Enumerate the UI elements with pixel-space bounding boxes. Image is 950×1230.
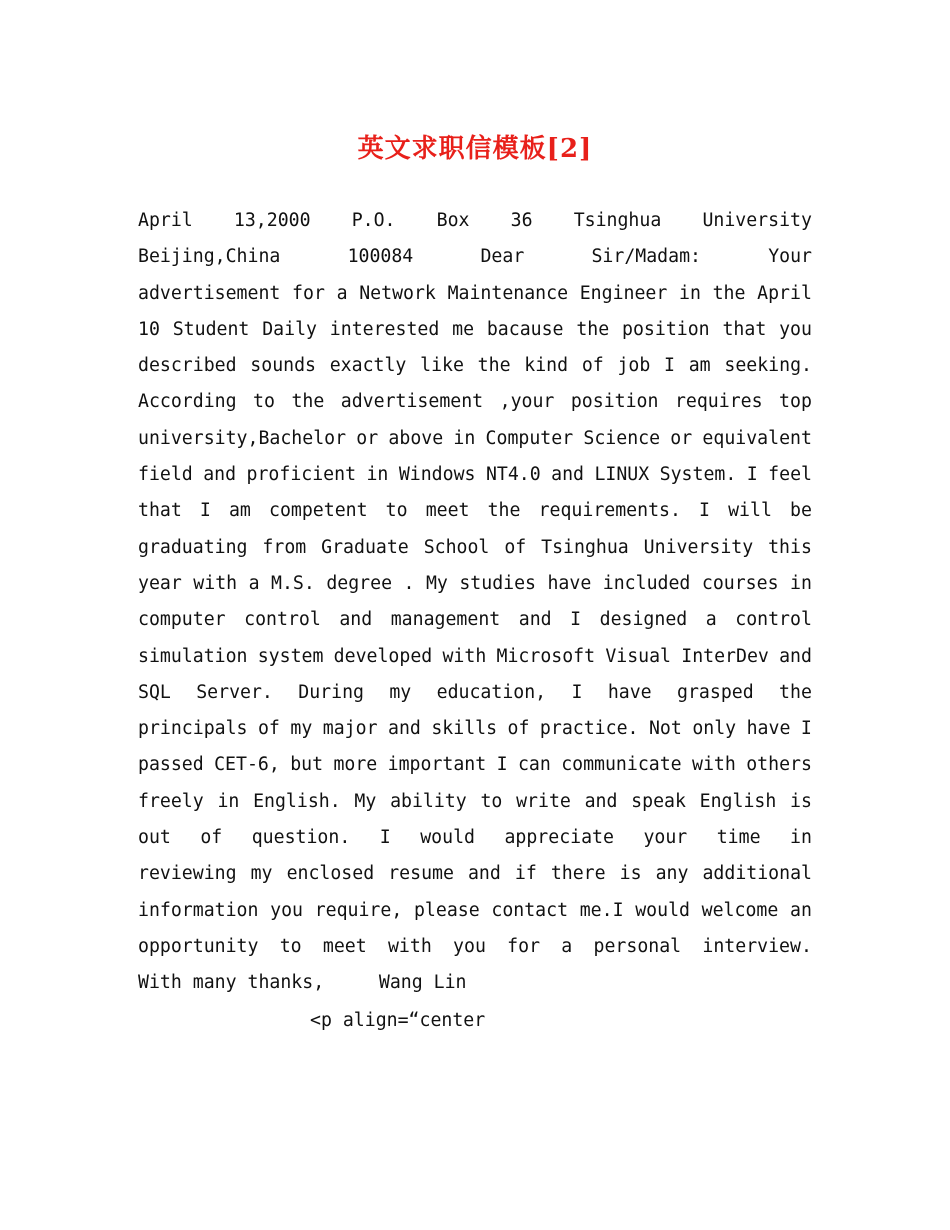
text-line	[138, 856, 812, 892]
word: to	[279, 935, 302, 957]
word: and	[779, 645, 812, 667]
word: or	[356, 427, 379, 449]
word: principals	[138, 718, 248, 740]
word: Beijing,China	[138, 246, 281, 268]
word: Daily	[262, 318, 317, 340]
text-line	[138, 384, 812, 420]
word: equivalent	[702, 427, 812, 449]
word: personal	[593, 935, 682, 957]
word: have	[746, 718, 791, 740]
word: would	[420, 827, 475, 849]
word: I	[199, 500, 211, 522]
text-line	[138, 893, 812, 929]
word: enclosed	[286, 863, 375, 885]
word: My	[354, 790, 377, 812]
word: included	[602, 572, 691, 594]
page-title: 英文求职信模板[2]	[357, 134, 593, 164]
word: an	[790, 899, 812, 921]
word: I	[570, 609, 582, 631]
word: requires	[674, 391, 763, 413]
word: or	[670, 427, 693, 449]
word: April	[757, 282, 812, 304]
word: with	[692, 754, 736, 776]
word: control	[735, 609, 812, 631]
word: meet	[425, 500, 470, 522]
word: and	[339, 609, 373, 631]
word: I	[571, 681, 583, 703]
word: requirements.	[538, 500, 681, 522]
word: and	[518, 609, 552, 631]
text-line	[138, 457, 812, 493]
word: field	[138, 464, 193, 486]
word: but	[290, 754, 324, 776]
word: of	[581, 355, 604, 377]
word: bacause	[486, 318, 564, 340]
word: to	[253, 391, 275, 413]
word: question.	[251, 827, 351, 849]
text-line	[138, 747, 812, 783]
word: have	[607, 681, 652, 703]
word: in	[790, 827, 812, 849]
word: studies	[459, 572, 536, 594]
word: that	[722, 318, 767, 340]
word: of	[504, 536, 527, 558]
word: passed	[138, 754, 204, 776]
word: interested	[329, 318, 440, 340]
word: Windows	[398, 464, 476, 486]
word: out	[138, 827, 171, 849]
word: year	[138, 572, 182, 594]
word: the	[291, 391, 325, 413]
word: InterDev	[681, 645, 769, 667]
word: graduating	[138, 536, 248, 558]
word: opportunity	[138, 935, 259, 957]
word: Not	[648, 718, 682, 740]
word: me.I	[579, 899, 624, 921]
word: with	[442, 645, 487, 667]
text-line	[138, 493, 812, 529]
word: am	[688, 355, 711, 377]
text-line	[138, 530, 812, 566]
word: of	[257, 718, 280, 740]
word: in	[217, 790, 240, 812]
word: university,Bachelor	[138, 427, 347, 449]
word: and	[467, 863, 501, 885]
word: time	[716, 827, 761, 849]
word: system	[257, 645, 324, 667]
word: am	[228, 500, 251, 522]
text-line	[138, 675, 812, 711]
word: meet	[322, 935, 367, 957]
word: with	[387, 935, 432, 957]
word: proficient	[246, 464, 357, 486]
word: courses	[701, 572, 779, 594]
word: with	[193, 572, 238, 594]
word: sounds	[250, 355, 316, 377]
word: is	[619, 863, 642, 885]
word: I	[664, 355, 675, 377]
word: Server.	[196, 681, 273, 703]
word: a	[336, 282, 348, 304]
word: feel	[768, 464, 812, 486]
word: CET-6,	[214, 754, 280, 776]
word: only	[692, 718, 737, 740]
word: top	[779, 391, 812, 413]
word: Science	[583, 427, 661, 449]
word: in	[366, 464, 389, 486]
closing-line: With many thanks, Wang Lin	[138, 972, 467, 994]
word: a	[248, 572, 260, 594]
word: M.S.	[271, 572, 315, 594]
word: this	[768, 536, 812, 558]
word: the	[576, 318, 610, 340]
word: speak	[631, 790, 686, 812]
word: please	[413, 899, 480, 921]
word: Visual	[605, 645, 672, 667]
word: April	[138, 210, 193, 231]
word: me	[452, 318, 475, 340]
word: I	[800, 718, 812, 740]
word: University	[643, 536, 754, 558]
word: more	[333, 754, 378, 776]
word: Maintenance	[447, 282, 569, 304]
word: have	[547, 572, 592, 594]
word: appreciate	[504, 827, 614, 849]
word: seeking.	[724, 355, 812, 377]
word: would	[635, 899, 690, 921]
word: and	[388, 718, 421, 740]
word: described	[138, 355, 237, 377]
word: to	[385, 500, 408, 522]
word: University	[702, 210, 812, 231]
word: be	[790, 500, 812, 522]
word: the	[779, 681, 812, 703]
word: During	[298, 681, 364, 703]
word: for	[292, 282, 325, 304]
word: and	[203, 464, 237, 486]
word: major	[322, 718, 378, 740]
word: write	[516, 790, 571, 812]
text-line	[138, 348, 812, 384]
word: Computer	[485, 427, 574, 449]
word: LINUX	[594, 464, 650, 486]
word: ability	[390, 790, 467, 812]
word: from	[262, 536, 307, 558]
word: .	[403, 572, 415, 594]
word: of	[507, 718, 530, 740]
text-line	[138, 602, 812, 638]
word: simulation	[138, 645, 248, 667]
word: Graduate	[321, 536, 409, 558]
word: interview.	[702, 935, 812, 957]
word: of	[200, 827, 223, 849]
word: in	[790, 572, 812, 594]
word: you	[270, 899, 303, 921]
word: reviewing	[138, 863, 237, 885]
word: position	[622, 318, 710, 340]
word: others	[746, 754, 812, 776]
word: there	[550, 863, 606, 885]
word: grasped	[677, 681, 754, 703]
word: can	[517, 754, 551, 776]
word: and	[584, 790, 618, 812]
text-line	[138, 421, 812, 457]
word: control	[244, 609, 321, 631]
word: information	[138, 899, 259, 921]
word: above	[388, 427, 444, 449]
word: advertisement	[138, 282, 281, 304]
word: Tsinghua	[541, 536, 629, 558]
word: designed	[599, 609, 688, 631]
word: advertisement	[340, 391, 484, 413]
word: any	[655, 863, 689, 885]
word: in	[453, 427, 476, 449]
text-line	[138, 820, 812, 856]
word: communicate	[561, 754, 682, 776]
word: and	[551, 464, 584, 486]
text-line	[138, 239, 812, 275]
text-line	[138, 711, 812, 747]
word: School	[423, 536, 490, 558]
word: the	[477, 355, 511, 377]
text-line	[138, 203, 812, 239]
word: kind	[524, 355, 569, 377]
word: like	[420, 355, 464, 377]
text-line	[138, 784, 812, 820]
word: Network	[359, 282, 436, 304]
word: you	[779, 318, 812, 340]
word: developed	[333, 645, 433, 667]
word: my	[290, 718, 313, 740]
word: I	[699, 500, 710, 522]
word: System.	[659, 464, 737, 486]
word: a	[705, 609, 717, 631]
word: Microsoft	[496, 645, 596, 667]
word: my	[250, 863, 273, 885]
word: Your	[768, 246, 812, 268]
trailing-markup-text: <p align=“center	[310, 1010, 486, 1031]
word: I	[379, 827, 391, 849]
word: competent	[269, 500, 368, 522]
word: P.O.	[351, 210, 396, 231]
word: English	[699, 790, 777, 812]
word: position	[570, 391, 659, 413]
word: NT4.0	[485, 464, 541, 486]
text-line	[138, 639, 812, 675]
word: that	[138, 500, 182, 522]
word: I	[496, 754, 508, 776]
word: important	[387, 754, 487, 776]
word: will	[728, 500, 772, 522]
word: to	[480, 790, 503, 812]
word: degree	[326, 572, 393, 594]
word: resume	[388, 863, 454, 885]
word: skills	[431, 718, 498, 740]
word: in	[679, 282, 701, 304]
word: Box	[436, 210, 470, 231]
word: 10	[138, 318, 160, 340]
word: According	[138, 391, 237, 413]
word: English.	[253, 790, 341, 812]
word: welcome	[701, 899, 779, 921]
word: 100084	[347, 246, 414, 268]
word: Engineer	[579, 282, 668, 304]
word: a	[561, 935, 573, 957]
word: SQL	[138, 681, 171, 703]
word: job	[617, 355, 651, 377]
word: is	[790, 790, 812, 812]
word: my	[389, 681, 412, 703]
word: for	[507, 935, 541, 957]
word: Student	[172, 318, 250, 340]
word: the	[487, 500, 521, 522]
word: your	[643, 827, 688, 849]
text-line	[138, 312, 812, 348]
word: computer	[138, 609, 226, 631]
word: if	[514, 863, 537, 885]
word: you	[453, 935, 486, 957]
text-line	[138, 566, 812, 602]
word: require,	[314, 899, 403, 921]
word: contact	[491, 899, 569, 921]
word: practice.	[539, 718, 639, 740]
word: I	[746, 464, 758, 486]
text-line	[138, 929, 812, 965]
word: freely	[138, 790, 204, 812]
word: My	[425, 572, 448, 594]
letter-body	[138, 203, 812, 1002]
word: exactly	[329, 355, 407, 377]
word: additional	[702, 863, 812, 885]
word: Sir/Madam:	[591, 246, 701, 268]
word: Tsinghua	[573, 210, 662, 231]
text-line	[138, 276, 812, 312]
word: education,	[436, 681, 547, 703]
word: the	[712, 282, 746, 304]
word: management	[390, 609, 501, 631]
word: ,your	[499, 391, 555, 413]
word: 13,2000	[233, 210, 311, 231]
word: Dear	[480, 246, 525, 268]
word: 36	[510, 210, 533, 231]
